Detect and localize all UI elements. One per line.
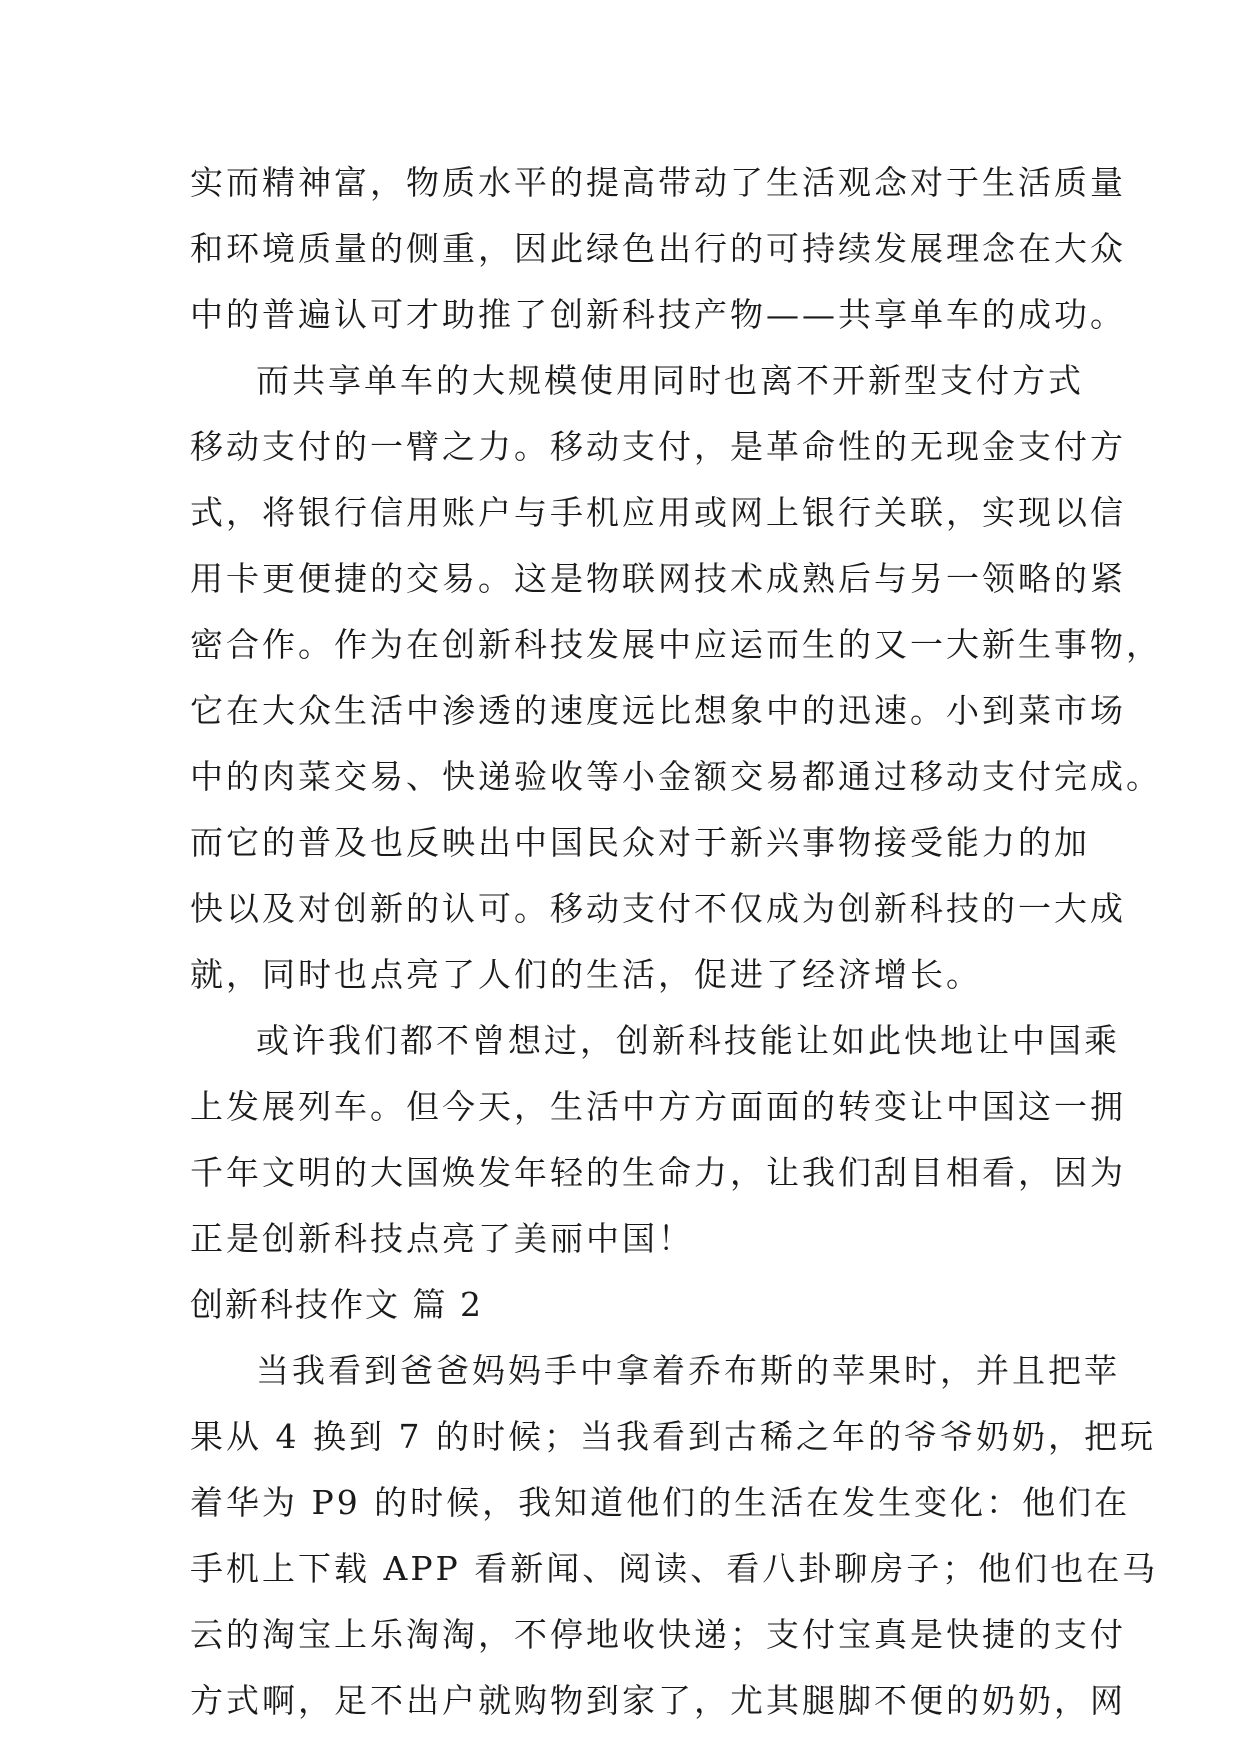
text-line: 着华为 P9 的时候，我知道他们的生活在发生变化：他们在: [190, 1483, 1131, 1522]
heading-text: 创新科技作文 篇 2: [190, 1285, 483, 1324]
text-line: 千年文明的大国焕发年轻的生命力，让我们刮目相看，因为: [190, 1153, 1126, 1192]
section-heading: [190, 1272, 1060, 1338]
text-line: 它在大众生活中渗透的速度远比想象中的迅速。小到菜市场: [190, 691, 1126, 730]
text-line: 密合作。作为在创新科技发展中应运而生的又一大新生事物，: [190, 625, 1162, 664]
text-line: 移动支付的一臂之力。移动支付，是革命性的无现金支付方: [190, 427, 1126, 466]
text-line: 上发展列车。但今天，生活中方方面面的转变让中国这一拥: [190, 1087, 1126, 1126]
paragraph: [190, 150, 1126, 348]
text-line: 或许我们都不曾想过，创新科技能让如此快地让中国乘: [256, 1021, 1120, 1060]
text-line: 云的淘宝上乐淘淘，不停地收快递；支付宝真是快捷的支付: [190, 1615, 1126, 1654]
text-line: 和环境质量的侧重，因此绿色出行的可持续发展理念在大众: [190, 229, 1126, 268]
text-line: 而它的普及也反映出中国民众对于新兴事物接受能力的加: [190, 823, 1090, 862]
paragraph: [190, 1008, 1126, 1272]
text-line: 中的肉菜交易、快递验收等小金额交易都通过移动支付完成。: [190, 757, 1162, 796]
paragraph: [190, 348, 1162, 1008]
text-line: 中的普遍认可才助推了创新科技产物——共享单车的成功。: [190, 295, 1126, 334]
text-line: 而共享单车的大规模使用同时也离不开新型支付方式: [256, 361, 1084, 400]
text-line: 果从 4 换到 7 的时候；当我看到古稀之年的爷爷奶奶，把玩: [190, 1417, 1156, 1456]
paragraph: [190, 1338, 1159, 1734]
text-line: 实而精神富，物质水平的提高带动了生活观念对于生活质量: [190, 163, 1126, 202]
text-line: 方式啊，足不出户就购物到家了，尤其腿脚不便的奶奶，网: [190, 1681, 1126, 1720]
text-line: 式，将银行信用账户与手机应用或网上银行关联，实现以信: [190, 493, 1126, 532]
text-line: 就，同时也点亮了人们的生活，促进了经济增长。: [190, 955, 982, 994]
text-line: 手机上下载 APP 看新闻、阅读、看八卦聊房子；他们也在马: [190, 1549, 1159, 1588]
text-line: 用卡更便捷的交易。这是物联网技术成熟后与另一领略的紧: [190, 559, 1126, 598]
text-line: 正是创新科技点亮了美丽中国！: [190, 1219, 694, 1258]
document-body: [190, 150, 1162, 1734]
text-line: 快以及对创新的认可。移动支付不仅成为创新科技的一大成: [190, 889, 1126, 928]
text-line: 当我看到爸爸妈妈手中拿着乔布斯的苹果时，并且把苹: [256, 1351, 1120, 1390]
